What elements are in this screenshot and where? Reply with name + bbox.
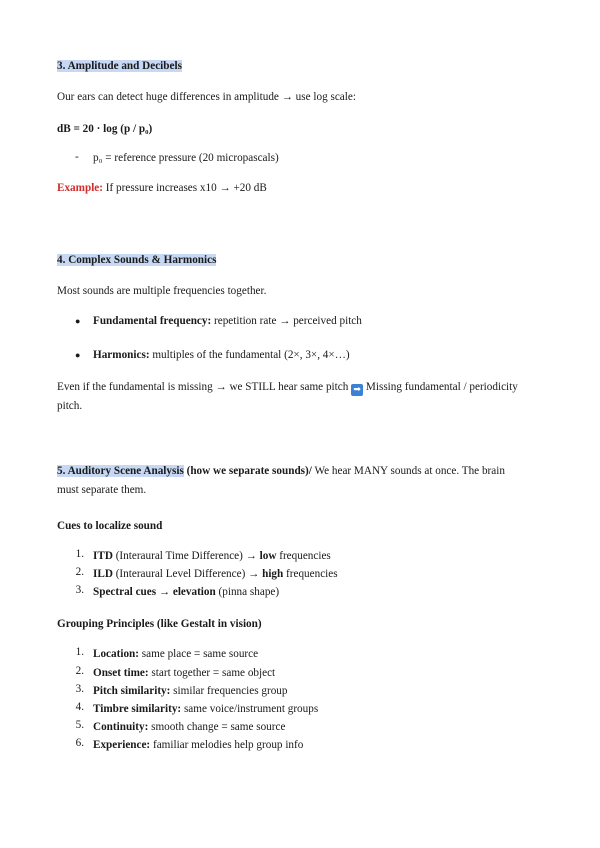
example-line: Example: If pressure increases x10 → +20 dB: [57, 182, 267, 194]
grouping-onset: Onset time: start together = same object: [93, 667, 276, 679]
cues-title: Cues to localize sound: [57, 520, 163, 532]
dash-marker: -: [75, 151, 79, 163]
section-5-heading-line-2: must separate them.: [57, 484, 147, 496]
bullet-fundamental: Fundamental frequency: repetition rate → perceived pitch: [93, 315, 362, 327]
arrow-right-icon: ➡: [351, 384, 363, 396]
list-number: 1.: [75, 646, 84, 658]
grouping-timbre: Timbre similarity: same voice/instrument groups: [93, 703, 319, 715]
list-number: 2.: [75, 566, 84, 578]
list-number: 1.: [75, 548, 84, 560]
list-number: 4.: [75, 701, 84, 713]
reference-pressure: p₀ = reference pressure (20 micropascals): [93, 152, 279, 164]
section-3-intro: Our ears can detect huge differences in amplitude → use log scale:: [57, 91, 356, 103]
decibel-formula: dB = 20 · log (p / p₀): [57, 123, 153, 135]
cue-ild: ILD (Interaural Level Difference) → high frequencies: [93, 568, 338, 580]
grouping-title: Grouping Principles (like Gestalt in vision): [57, 618, 262, 630]
example-label: Example:: [57, 182, 103, 194]
list-number: 6.: [75, 737, 84, 749]
list-number: 3.: [75, 584, 84, 596]
missing-fundamental-line: Even if the fundamental is missing → we STILL hear same pitch ➡ Missing fundamental / periodicity: [57, 381, 518, 395]
grouping-location: Location: same place = same source: [93, 648, 259, 660]
section-5-heading: 5. Auditory Scene Analysis (how we separate sounds)/ We hear MANY sounds at once. The brain: [57, 465, 505, 477]
bullet-marker: ●: [75, 316, 81, 326]
section-4-intro: Most sounds are multiple frequencies together.: [57, 285, 267, 297]
list-number: 2.: [75, 665, 84, 677]
list-number: 5.: [75, 719, 84, 731]
grouping-experience: Experience: familiar melodies help group info: [93, 739, 304, 751]
section-4-heading: 4. Complex Sounds & Harmonics: [57, 254, 217, 266]
bullet-harmonics: Harmonics: multiples of the fundamental (2×, 3×, 4×…): [93, 349, 350, 361]
cue-spectral: Spectral cues → elevation (pinna shape): [93, 586, 280, 598]
list-number: 3.: [75, 683, 84, 695]
section-3-heading: 3. Amplitude and Decibels: [57, 60, 182, 72]
cue-itd: ITD (Interaural Time Difference) → low frequencies: [93, 550, 331, 562]
missing-fundamental-line-2: pitch.: [57, 400, 83, 412]
grouping-continuity: Continuity: smooth change = same source: [93, 721, 286, 733]
bullet-marker: ●: [75, 350, 81, 360]
grouping-pitch: Pitch similarity: similar frequencies group: [93, 685, 288, 697]
